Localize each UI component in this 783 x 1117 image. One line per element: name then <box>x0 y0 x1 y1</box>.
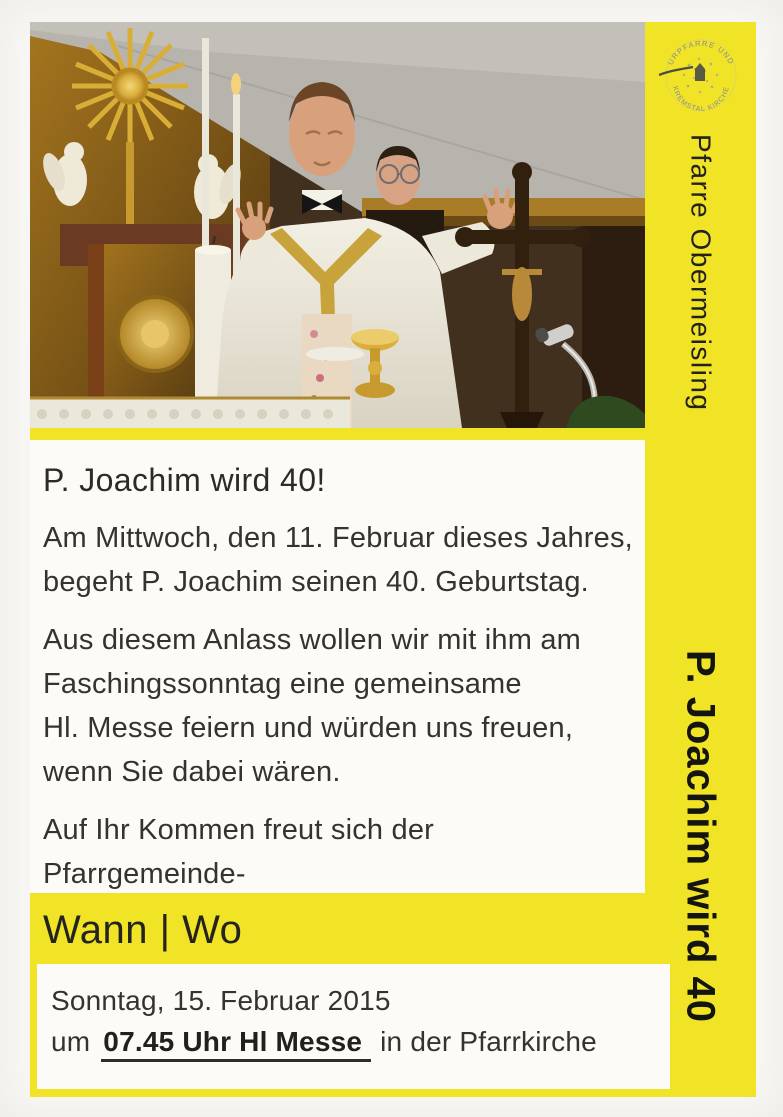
headline: P. Joachim wird 40! <box>43 462 326 498</box>
stamp-ring-top: URPFARRE UND <box>665 38 737 67</box>
paragraph-2: Aus diesem Anlass wollen wir mit ihm am Faschingssonntag eine gemeinsame Hl. Messe feiern und würden uns freuen, wenn Sie dabei wären. <box>43 624 582 788</box>
svg-text:KREMSTAL KIRCHE <box>671 86 731 114</box>
paragraph-3: Auf Ihr Kommen freut sich der Pfarrgemeinde- <box>43 814 435 890</box>
photo-accent-strip <box>30 428 645 440</box>
altar-photo <box>30 22 645 428</box>
parish-name-wrap <box>645 134 756 411</box>
paragraph-1: Am Mittwoch, den 11. Februar dieses Jahres, begeht P. Joachim seinen 40. Geburtstag. <box>43 522 633 598</box>
parish-stamp <box>659 31 743 115</box>
altar-cloth-lace <box>30 398 350 428</box>
side-band <box>645 22 756 1097</box>
announcement-body <box>30 440 645 893</box>
svg-text:URPFARRE UND <box>666 39 736 66</box>
event-time-prefix: um <box>51 1026 91 1057</box>
event-date: Sonntag, 15. Februar 2015 <box>51 985 391 1016</box>
when-where-details <box>37 964 670 1089</box>
stamp-ring-bottom: KREMSTAL KIRCHE <box>671 85 731 114</box>
altar-photo-art <box>30 22 645 428</box>
event-location: in der Pfarrkirche <box>380 1026 597 1057</box>
when-where-heading: Wann | Wo <box>43 908 243 952</box>
event-time-line <box>51 1021 670 1062</box>
event-time-emphasis: 07.45 Uhr Hl Messe <box>101 1026 371 1062</box>
event-title-vertical: P. Joachim wird 40 <box>678 650 723 1023</box>
parish-name-vertical: Pfarre Obermeisling <box>685 134 717 412</box>
when-where-section <box>30 893 645 1097</box>
